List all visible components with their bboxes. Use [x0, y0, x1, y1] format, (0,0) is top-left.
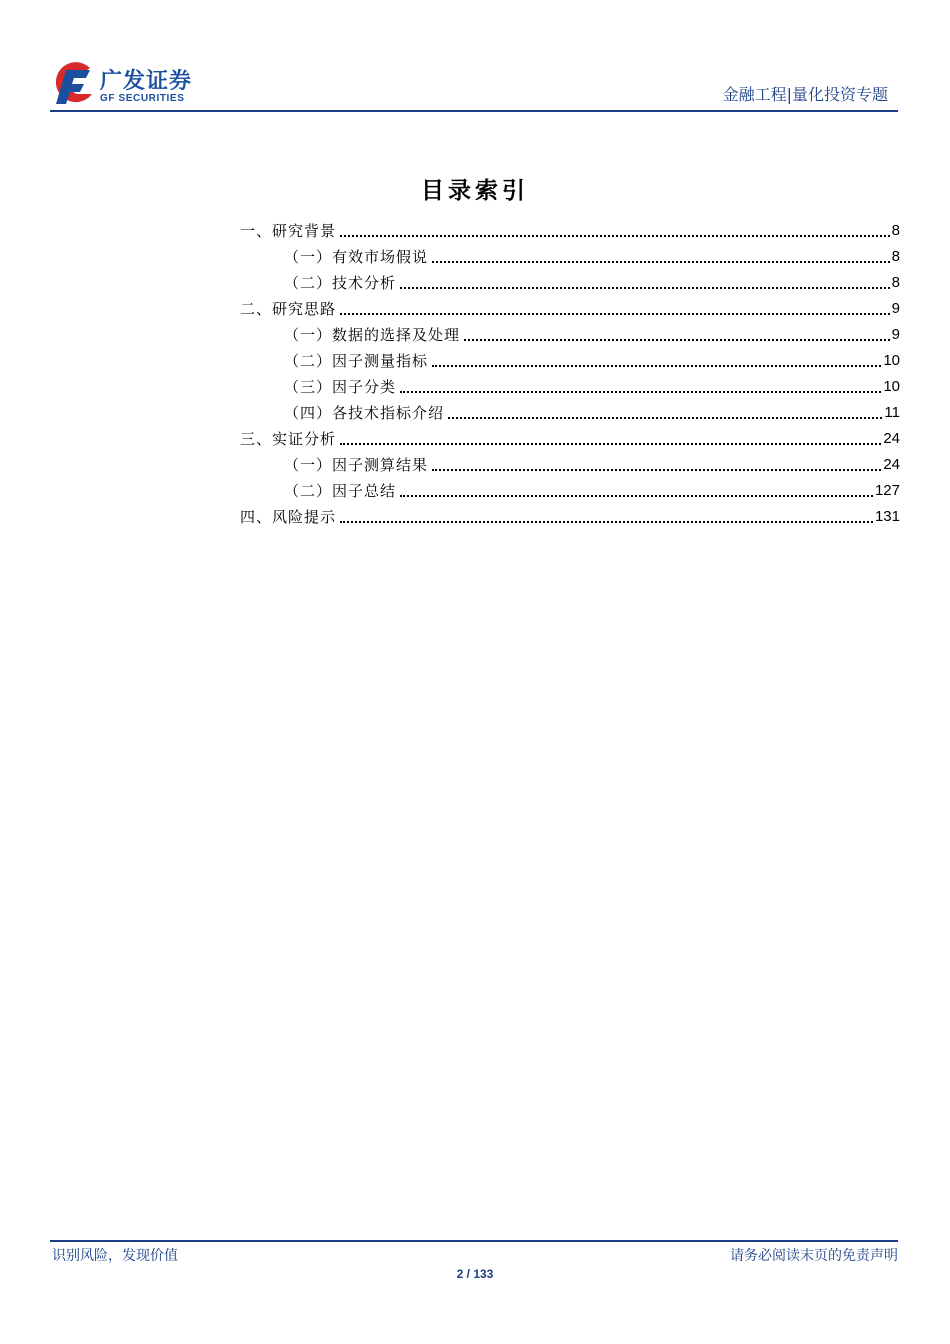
toc-dot-leader — [432, 364, 881, 367]
toc-entry-page: 24 — [883, 455, 900, 473]
toc-entry[interactable] — [240, 243, 900, 269]
toc-entry-page: 11 — [884, 403, 900, 421]
toc-entry-label: 三、实证分析 — [240, 429, 337, 448]
toc-entry-label: （三）因子分类 — [284, 377, 397, 396]
toc-dot-leader — [432, 260, 890, 263]
toc-entry[interactable] — [240, 451, 900, 477]
toc-entry-page: 127 — [874, 481, 900, 499]
toc-entry[interactable] — [240, 295, 900, 321]
toc-entry[interactable] — [240, 477, 900, 503]
toc-entry-label: （二）技术分析 — [284, 273, 397, 292]
toc-entry-label: （二）因子测量指标 — [284, 351, 429, 370]
toc-entry[interactable] — [240, 373, 900, 399]
toc-dot-leader — [340, 234, 890, 237]
toc-entry[interactable] — [240, 321, 900, 347]
toc-title: 目录索引 — [421, 177, 529, 204]
toc-dot-leader — [400, 286, 890, 289]
logo-english-name: GF SECURITIES — [100, 93, 185, 104]
toc-entry-label: 一、研究背景 — [240, 221, 337, 240]
toc-dot-leader — [464, 338, 890, 341]
toc-dot-leader — [400, 390, 881, 393]
toc-entry-page: 8 — [891, 247, 900, 265]
footer-disclaimer-note: 请务必阅读末页的免责声明 — [730, 1248, 898, 1264]
page-number: 2 / 133 — [456, 1267, 494, 1281]
toc-dot-leader — [340, 312, 890, 315]
toc-entry-page: 8 — [891, 221, 900, 239]
toc-entry-page: 9 — [891, 325, 900, 343]
toc-entry-page: 24 — [883, 429, 900, 447]
header-divider — [50, 110, 898, 112]
toc-dot-leader — [340, 520, 873, 523]
toc-entry-page: 9 — [891, 299, 900, 317]
toc-entry[interactable] — [240, 503, 900, 529]
gf-securities-logo — [50, 62, 230, 108]
toc-entry[interactable] — [240, 217, 900, 243]
table-of-contents — [240, 217, 900, 529]
toc-entry-page: 10 — [883, 377, 900, 395]
toc-entry-label: 二、研究思路 — [240, 299, 337, 318]
toc-entry[interactable] — [240, 425, 900, 451]
logo-chinese-name: 广发证券 — [100, 69, 193, 94]
toc-entry-label: （二）因子总结 — [284, 481, 397, 500]
toc-entry-label: （一）因子测算结果 — [284, 455, 429, 474]
toc-dot-leader — [400, 494, 873, 497]
toc-entry-label: （四）各技术指标介绍 — [284, 403, 445, 422]
toc-dot-leader — [340, 442, 881, 445]
toc-entry[interactable] — [240, 269, 900, 295]
toc-entry-page: 10 — [883, 351, 900, 369]
toc-entry[interactable] — [240, 347, 900, 373]
toc-entry-page: 8 — [891, 273, 900, 291]
toc-entry-label: （一）数据的选择及处理 — [284, 325, 461, 344]
toc-entry[interactable] — [240, 399, 900, 425]
toc-entry-label: 四、风险提示 — [240, 507, 337, 526]
footer-slogan: 识别风险，发现价值 — [52, 1248, 178, 1264]
gf-logo-icon — [50, 62, 98, 108]
page-header — [50, 62, 898, 110]
footer-divider — [50, 1240, 898, 1242]
toc-entry-label: （一）有效市场假说 — [284, 247, 429, 266]
report-section-label: 金融工程|量化投资专题 — [722, 85, 888, 104]
toc-dot-leader — [448, 416, 882, 419]
toc-entry-page: 131 — [874, 507, 900, 525]
toc-dot-leader — [432, 468, 881, 471]
